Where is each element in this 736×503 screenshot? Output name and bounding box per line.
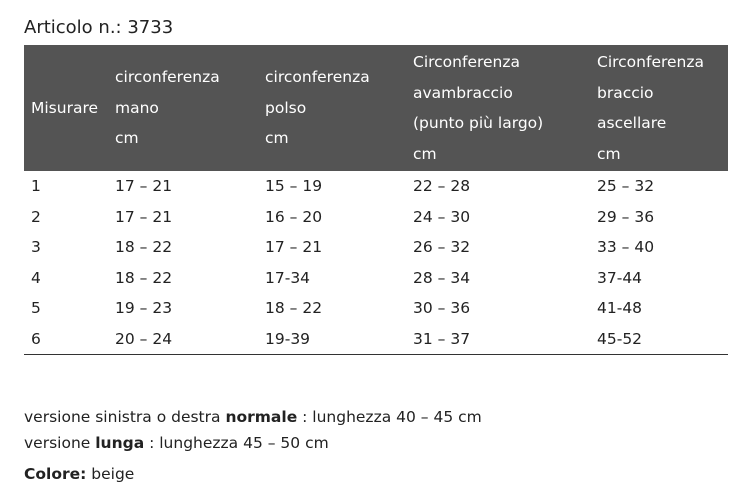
table-cell: 25 – 32 [597,177,655,195]
normal-version-note [24,404,482,430]
header-line: avambraccio [413,83,513,102]
table-row [24,232,728,263]
version-notes [24,404,482,456]
table-cell: 16 – 20 [265,207,323,226]
header-line: Circonferenza [597,53,705,71]
table-cell: 30 – 36 [413,299,471,317]
header-line: circonferenza [115,68,220,87]
header-line: cm [115,129,139,148]
header-forearm-circumference [407,45,591,171]
header-line: ascellare [597,114,667,132]
table-cell-size: 5 [31,299,41,317]
table-cell: 15 – 19 [265,177,323,195]
table-cell: 18 – 22 [115,268,173,287]
note-emphasis: lunga [95,434,145,452]
table-cell: 19 – 23 [115,299,173,317]
table-cell: 33 – 40 [597,238,655,256]
article-title: Articolo n.: 3733 [24,17,174,38]
table-cell: 31 – 37 [407,324,591,355]
table-cell: 19-39 [259,324,407,355]
note-text: : lunghezza 45 – 50 cm [144,434,329,452]
header-hand-circumference [109,45,259,171]
header-wrist-circumference [259,45,407,171]
table-row [24,324,728,355]
table-cell: 24 – 30 [413,207,471,226]
header-line: (punto più largo) [413,114,544,132]
table-cell: 28 – 34 [413,268,471,287]
note-text: : lunghezza 40 – 45 cm [297,408,482,426]
header-line: braccio [597,83,654,102]
table-cell-size: 2 [31,207,41,226]
header-line: circonferenza [265,68,370,87]
color-label: Colore: [24,465,87,483]
header-arm-circumference [591,45,728,171]
table-cell: 20 – 24 [109,324,259,355]
table-header-row [24,45,728,171]
table-cell: 41-48 [597,299,643,317]
note-text: versione sinistra o destra [24,408,226,426]
table-row [24,263,728,294]
table-cell: 17 – 21 [265,238,323,256]
table-cell: 22 – 28 [413,177,471,195]
note-text: versione [24,434,96,452]
table-cell: 17 – 21 [115,177,173,195]
table-cell: 26 – 32 [413,238,471,256]
table-cell-size: 1 [31,177,41,195]
table-cell: 18 – 22 [115,238,173,256]
table-row [24,202,728,233]
color-info [24,461,134,487]
table-cell-size: 4 [31,268,41,287]
header-misurare [24,45,109,171]
header-line: cm [265,129,289,148]
header-line: Circonferenza [413,53,521,71]
table-cell: 37-44 [597,268,643,287]
table-cell: 18 – 22 [265,299,323,317]
table-cell: 29 – 36 [597,207,655,226]
note-emphasis: normale [225,408,298,426]
table-row [24,293,728,324]
header-line: cm [597,144,621,163]
table-cell-size: 3 [31,238,41,256]
table-cell-size: 6 [24,324,109,355]
header-line: cm [413,144,437,163]
color-value: beige [86,465,135,483]
table-row [24,171,728,202]
long-version-note [24,430,482,456]
table-cell: 17 – 21 [115,207,173,226]
table-cell: 17-34 [265,268,311,287]
size-table [24,45,728,355]
header-line: Misurare [31,98,99,117]
header-line: mano [115,98,159,117]
table-cell: 45-52 [591,324,728,355]
header-line: polso [265,98,307,117]
